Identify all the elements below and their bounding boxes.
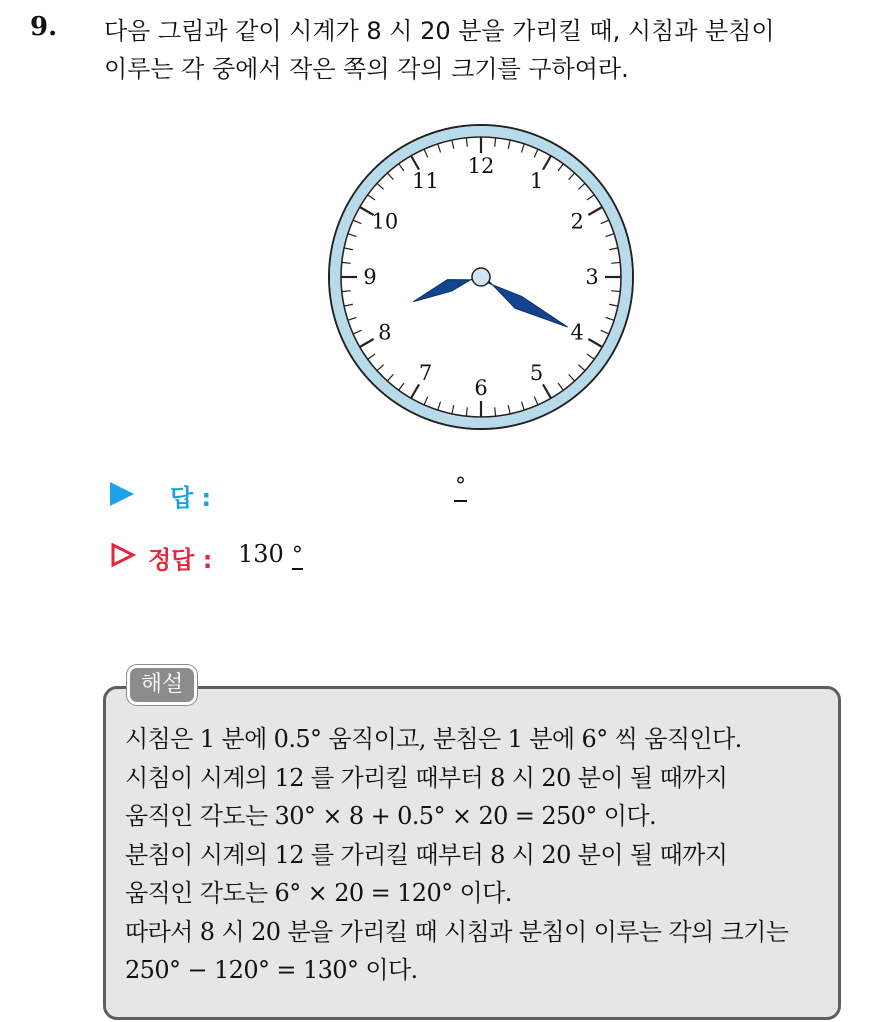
filled-triangle-icon [110,482,134,506]
answer-input-unit[interactable]: ° [454,474,467,502]
clock-numeral: 11 [412,168,439,193]
solution-line: 움직인 각도는 30° × 8 + 0.5° × 20 = 250° 이다. [125,802,656,830]
solution-line: 250° − 120° = 130° 이다. [125,956,418,984]
outline-triangle-icon [110,542,136,568]
solution-line: 움직인 각도는 6° × 20 = 120° 이다. [125,879,512,907]
question-line-2: 이루는 각 중에서 작은 쪽의 각의 크기를 구하여라. [104,55,629,83]
correct-answer-number: 130 [238,540,284,568]
clock-numeral: 10 [371,209,399,234]
question-number: 9. [30,12,58,42]
clock-numeral: 6 [474,376,488,400]
solution-line: 시침이 시계의 12 를 가리킬 때부터 8 시 20 분이 될 때까지 [125,763,728,792]
clock-numeral: 7 [418,361,433,386]
correct-answer-value [238,540,303,570]
correct-answer-unit: ° [291,543,303,568]
clock-numeral: 1 [529,168,544,193]
question-line-1: 다음 그림과 같이 시계가 8 시 20 분을 가리킬 때, 시침과 분침이 [104,17,775,45]
solution-line: 따라서 8 시 20 분을 가리킬 때 시침과 분침이 이루는 각의 크기는 [125,917,789,946]
solution-line: 분침이 시계의 12 를 가리킬 때부터 8 시 20 분이 될 때까지 [125,840,728,869]
clock-numeral: 5 [529,361,544,386]
clock-numeral: 4 [570,320,584,345]
clock-numeral: 2 [570,209,584,234]
solution-tab: 해설 [127,665,197,705]
clock-numeral: 9 [363,265,377,289]
clock-numeral: 12 [467,154,495,178]
question-text [104,12,874,88]
correct-answer-label: 정답 : [148,546,213,574]
solution-line: 시침은 1 분에 0.5° 움직이고, 분침은 1 분에 6° 씩 움직인다. [125,725,742,753]
clock-numeral: 8 [378,320,392,345]
solution-text [125,720,831,990]
clock-numeral: 3 [585,265,599,289]
clock-center-pin [472,268,490,286]
answer-label: 답 : [170,484,212,512]
clock-figure [327,123,635,431]
